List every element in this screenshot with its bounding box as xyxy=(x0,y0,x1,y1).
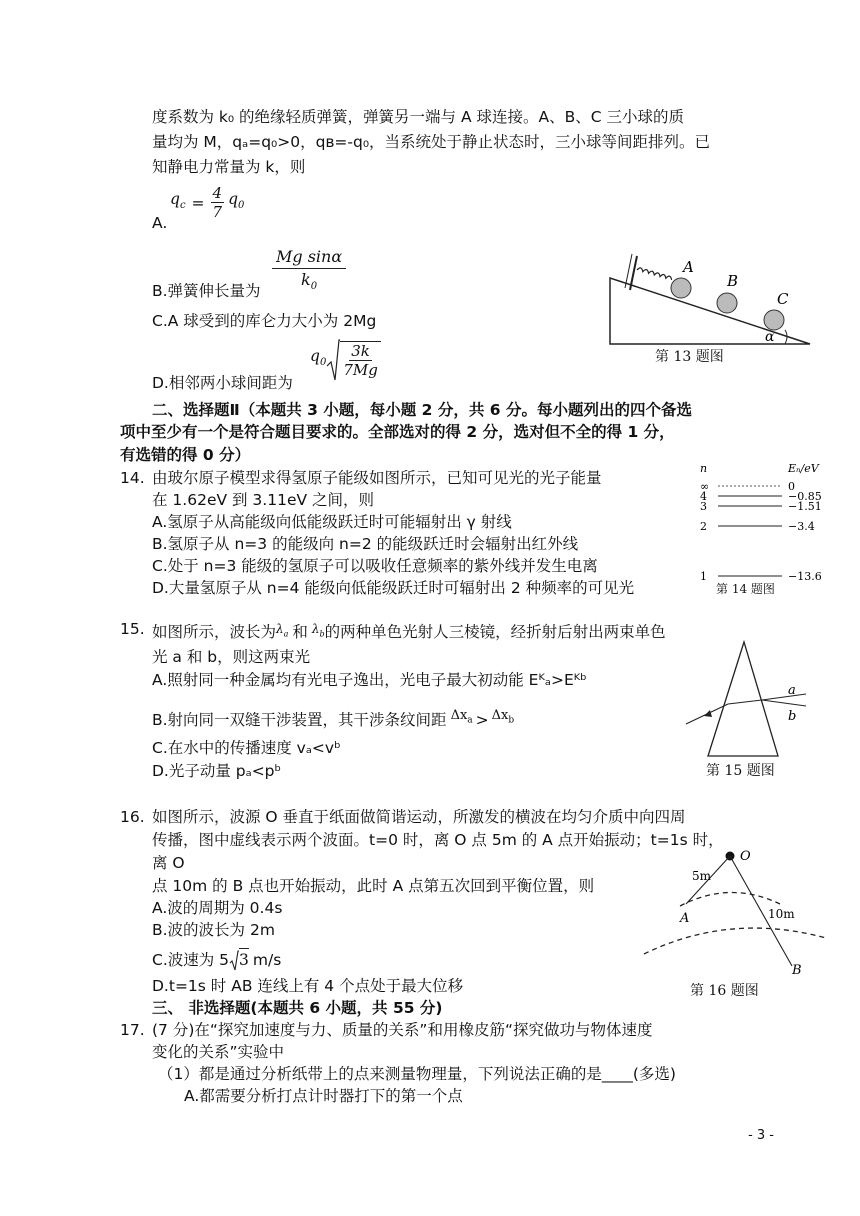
q16-number: 16. xyxy=(120,808,145,826)
ray-a-label: a xyxy=(788,683,796,698)
q13-option-d-label: D.相邻两小球间距为 xyxy=(152,374,293,392)
sqrt-sign-icon xyxy=(229,949,239,971)
sqrt-sign-icon xyxy=(326,338,340,382)
level-n-label: 1 xyxy=(700,570,707,583)
q13-option-b-formula: $\frac{\text{Mg sinα}}{k_0}$ xyxy=(272,246,346,298)
label-10m: 10m xyxy=(768,907,795,921)
section-2-header-line-1: 二、选择题Ⅱ（本题共 3 小题，每小题 2 分，共 6 分。每小题列出的四个备选 xyxy=(152,401,692,419)
q16-option-b: B.波的波长为 2m xyxy=(152,921,275,939)
q15-prism-figure xyxy=(682,638,822,779)
q13-stem-line-2: 量均为 M，qₐ=q₀>0，qʙ=-q₀，当系统处于静止状态时，三小球等间距排列。已 xyxy=(152,133,711,151)
q15-option-c: C.在水中的传播速度 vₐ<vᵇ xyxy=(152,739,341,757)
ball-b xyxy=(717,293,737,313)
q13-figure xyxy=(605,248,820,377)
q17-sub-1-option-a: A.都需要分析打点计时器打下的第一个点 xyxy=(184,1087,463,1105)
level-energy-label: −1.51 xyxy=(788,500,822,513)
section-2-header-line-2: 项中至少有一个是符合题目要求的。全部选对的得 2 分，选对但不全的得 1 分， xyxy=(120,423,675,441)
q16-wave-figure xyxy=(640,842,830,999)
q15-stem-line-2: 光 a 和 b，则这两束光 xyxy=(152,648,311,666)
q17-number: 17. xyxy=(120,1021,145,1039)
q13-stem-line-1: 度系数为 k₀ 的绝缘轻质弹簧，弹簧另一端与 A 球连接。A、B、C 三小球的质 xyxy=(152,108,684,126)
wavefront-outer xyxy=(644,928,826,954)
page-number: - 3 - xyxy=(748,1128,774,1143)
section-2-header-line-3: 有选错的得 0 分） xyxy=(120,446,251,464)
q16-option-c: C.波速为 5 3 m/s xyxy=(152,948,281,971)
level-n-label: 3 xyxy=(700,500,707,513)
q14-option-a: A.氢原子从高能级向低能级跃迁时可能辐射出 γ 射线 xyxy=(152,513,512,531)
q13-option-d-formula: $q_0$ $\frac{3k}{7Mg}$ xyxy=(310,338,381,382)
q17-stem-line-2: 变化的关系”实验中 xyxy=(152,1043,285,1061)
level-n-label: 4 xyxy=(700,490,707,503)
label-alpha: α xyxy=(765,329,775,345)
q16-option-d: D.t=1s 时 AB 连线上有 4 个点处于最大位移 xyxy=(152,977,464,995)
label-b: B xyxy=(727,272,739,290)
q13-option-a-label: A. xyxy=(152,214,168,232)
q14-energy-level-figure xyxy=(692,460,832,604)
label-b-point: B xyxy=(792,963,802,978)
label-o: O xyxy=(740,849,751,864)
q14-option-b: B.氢原子从 n=3 的能级向 n=2 的能级跃迁时会辐射出红外线 xyxy=(152,535,579,553)
level-energy-label: 0 xyxy=(788,480,795,493)
q13-option-b-label: B.弹簧伸长量为 xyxy=(152,282,261,300)
q15-option-b: B.射向同一双缝干涉装置，其干涉条纹间距 $^{\Delta x_a}$ > $^{\Delta x_b}$ xyxy=(152,708,515,729)
level-energy-label: −3.4 xyxy=(788,520,815,533)
q14-option-d: D.大量氢原子从 n=4 能级向低能级跃迁时可辐射出 2 种频率的可见光 xyxy=(152,579,635,597)
level-energy-label: −0.85 xyxy=(788,490,822,503)
wall-plate xyxy=(630,256,637,290)
q16-stem-line-2: 传播，图中虚线表示两个波面。t=0 时，离 O 点 5m 的 A 点开始振动；t=1s 时， xyxy=(152,831,724,849)
q16-stem-line-1: 如图所示，波源 O 垂直于纸面做简谐运动，所激发的横波在均匀介质中向四周 xyxy=(152,808,686,826)
ball-a xyxy=(671,278,691,298)
energy-axis-label: Eₙ/eV xyxy=(788,462,819,475)
q15-option-a: A.照射同一种金属均有光电子逸出，光电子最大初动能 Eᴷₐ>Eᴷᵇ xyxy=(152,671,587,689)
q13-option-c: C.A 球受到的库仑力大小为 2Mg xyxy=(152,312,377,330)
q15-option-d: D.光子动量 pₐ<pᵇ xyxy=(152,762,282,780)
ray-b-label: b xyxy=(788,709,797,724)
q15-stem-line-1: 如图所示，波长为$^{\lambda_a}$ 和 $^{\lambda_b}$的两种单色光射人三棱镜，经折射后射出两束单色 xyxy=(152,622,666,641)
q14-figure-caption: 第 14 题图 xyxy=(716,582,775,596)
label-c: C xyxy=(777,290,789,308)
q13-stem-line-3: 知静电力常量为 k，则 xyxy=(152,158,306,176)
spring-icon xyxy=(637,267,672,280)
section-3-header: 三、 非选择题(本题共 6 小题，共 55 分) xyxy=(152,999,443,1017)
q17-stem-line-1: (7 分)在“探究加速度与力、质量的关系”和用橡皮筋“探究做功与物体速度 xyxy=(152,1021,653,1039)
level-energy-label: −13.6 xyxy=(788,570,822,583)
q13-option-a-formula: $q_c$ = $\frac{4}{7}$ $q_0$ xyxy=(170,184,245,221)
level-n-label: ∞ xyxy=(700,480,710,493)
q13-figure-caption: 第 13 题图 xyxy=(655,349,724,365)
q16-stem-line-4: 点 10m 的 B 点也开始振动，此时 A 点第五次回到平衡位置，则 xyxy=(152,877,595,895)
level-n-label: 2 xyxy=(700,520,707,533)
label-a-point: A xyxy=(680,911,690,926)
q16-option-a: A.波的周期为 0.4s xyxy=(152,899,283,917)
q14-stem-line-2: 在 1.62eV 到 3.11eV 之间，则 xyxy=(152,491,375,509)
q14-option-c: C.处于 n=3 能级的氢原子可以吸收任意频率的紫外线并发生电离 xyxy=(152,557,598,575)
q14-stem-line-1: 由玻尔原子模型求得氢原子能级如图所示，已知可见光的光子能量 xyxy=(152,469,602,487)
label-a: A xyxy=(683,258,694,276)
q14-number: 14. xyxy=(120,469,145,487)
q15-number: 15. xyxy=(120,620,145,638)
q16-figure-caption: 第 16 题图 xyxy=(690,983,759,999)
n-axis-label: n xyxy=(700,462,708,475)
q16-stem-line-3: 离 O xyxy=(152,854,185,872)
label-5m: 5m xyxy=(692,869,712,883)
q15-figure-caption: 第 15 题图 xyxy=(706,763,775,779)
ball-c xyxy=(764,310,784,330)
q17-sub-question-1: （1）都是通过分析纸带上的点来测量物理量，下列说法正确的是____(多选) xyxy=(158,1065,676,1083)
